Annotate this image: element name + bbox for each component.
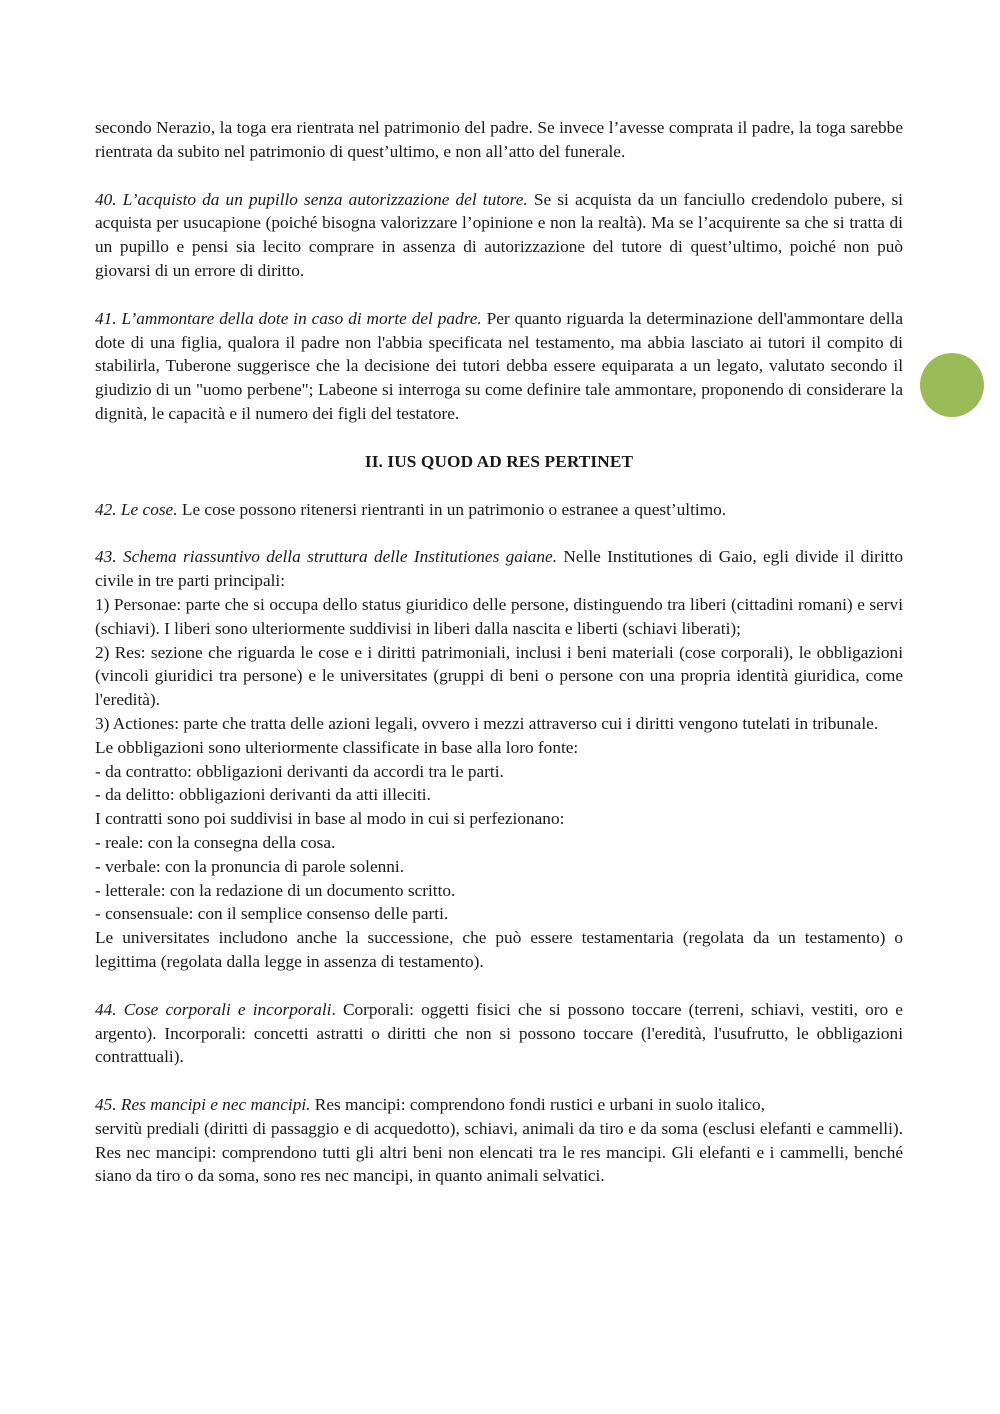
- paragraph-42-title: 42. Le cose.: [95, 499, 178, 519]
- paragraph-45-rest: servitù prediali (diritti di passaggio e di acquedotto), schiavi, animali da tiro e da soma (esclusi elefanti e cammelli). Res nec mancipi: comprendono tutti gli altri beni non elencati tra le res mancipi. Gli elefanti e i cammelli, benché siano da tiro o da soma, sono res nec mancipi, in quanto animali selvatici.: [95, 1118, 903, 1186]
- paragraph-43-title: 43. Schema riassuntivo della struttura delle Institutiones gaiane.: [95, 547, 558, 567]
- section-heading: II. IUS QUOD AD RES PERTINET: [364, 451, 634, 471]
- paragraph-40-body: Se si acquista da un fanciullo credendolo pubere, si acquista per usucapione (poiché bisogna valorizzare l’opinione e non la realtà). Ma se l’acquirente sa che si tratta di un pupillo e pensi sia lecito comprare in assenza di autorizzazione del tutore di quest’ultimo, poiché non può giovarsi di un errore di diritto.: [95, 189, 903, 280]
- paragraph-41-title: 41. L’ammontare della dote in caso di morte del padre.: [95, 308, 482, 328]
- paragraph-40: [95, 188, 903, 283]
- paragraph-intro: secondo Nerazio, la toga era rientrata nel patrimonio del padre. Se invece l’avesse comprata il padre, la toga sarebbe rientrata da subito nel patrimonio di quest’ultimo, e non all’atto del funerale.: [95, 118, 903, 161]
- green-circle-marker: [920, 353, 984, 417]
- list-item: - da contratto: obbligazioni derivanti da accordi tra le parti.: [95, 761, 504, 781]
- list-item: 2) Res: sezione che riguarda le cose e i diritti patrimoniali, inclusi i beni materiali (cose corporali), le obbligazioni (vincoli giuridici tra persone) e le universitates (gruppi di beni o persone con una propria identità giuridica, come l'eredità).: [95, 642, 903, 710]
- paragraph-44-title: 44. Cose corporali e incorporali: [95, 999, 332, 1019]
- paragraph-44-body: . Corporali: oggetti fisici che si possono toccare (terreni, schiavi, vestiti, oro e argento). Incorporali: concetti astratti o diritti che non si possono toccare (l'eredità, l'usufrutto, le obbligazioni contrattuali).: [95, 999, 903, 1067]
- paragraph-45-first: Res mancipi: comprendono fondi rustici e urbani in suolo italico,: [310, 1095, 765, 1115]
- list-item: - verbale: con la pronuncia di parole solenni.: [95, 856, 405, 876]
- list-item: - letterale: con la redazione di un documento scritto.: [95, 880, 456, 900]
- paragraph-41: [95, 307, 903, 426]
- list-item: - reale: con la consegna della cosa.: [95, 832, 336, 852]
- list-item: - consensuale: con il semplice consenso delle parti.: [95, 904, 449, 924]
- paragraph-45-first-line: [95, 1093, 903, 1117]
- list-item: Le obbligazioni sono ulteriormente classificate in base alla loro fonte:: [95, 737, 579, 757]
- paragraph-43: [95, 545, 903, 593]
- list-item: 3) Actiones: parte che tratta delle azioni legali, ovvero i mezzi attraverso cui i diritti vengono tutelati in tribunale.: [95, 713, 879, 733]
- list-item: I contratti sono poi suddivisi in base al modo in cui si perfezionano:: [95, 809, 565, 829]
- paragraph-44: [95, 998, 903, 1069]
- list-item: 1) Personae: parte che si occupa dello status giuridico delle persone, distinguendo tra liberi (cittadini romani) e servi (schiavi). I liberi sono ulteriormente suddivisi in liberi dalla nascita e liberti (schiavi liberati);: [95, 594, 903, 638]
- document-page: [95, 116, 903, 1188]
- paragraph-43-body: Nelle Institutiones di Gaio, egli divide il diritto civile in tre parti principali:: [95, 547, 903, 591]
- list-item: - da delitto: obbligazioni derivanti da atti illeciti.: [95, 785, 431, 805]
- paragraph-45-title: 45. Res mancipi e nec mancipi.: [95, 1095, 311, 1115]
- paragraph-42: [95, 498, 903, 522]
- paragraph-41-body: Per quanto riguarda la determinazione dell'ammontare della dote di una figlia, qualora il padre non l'abbia specificata nel testamento, ma abbia lasciato ai tutori il compito di stabilirla, Tuberone suggerisce che la decisione dei tutori debba essere equiparata a un legato, valutato secondo il giudizio di un "uomo perbene"; Labeone si interroga su come definire tale ammontare, proponendo di considerare la dignità, le capacità e il numero dei figli del testatore.: [95, 308, 903, 423]
- list-item: Le universitates includono anche la successione, che può essere testamentaria (regolata da un testamento) o legittima (regolata dalla legge in assenza di testamento).: [95, 928, 903, 971]
- paragraph-40-title: 40. L’acquisto da un pupillo senza autorizzazione del tutore.: [95, 189, 528, 209]
- paragraph-42-body: Le cose possono ritenersi rientranti in un patrimonio o estranee a quest’ultimo.: [177, 499, 727, 519]
